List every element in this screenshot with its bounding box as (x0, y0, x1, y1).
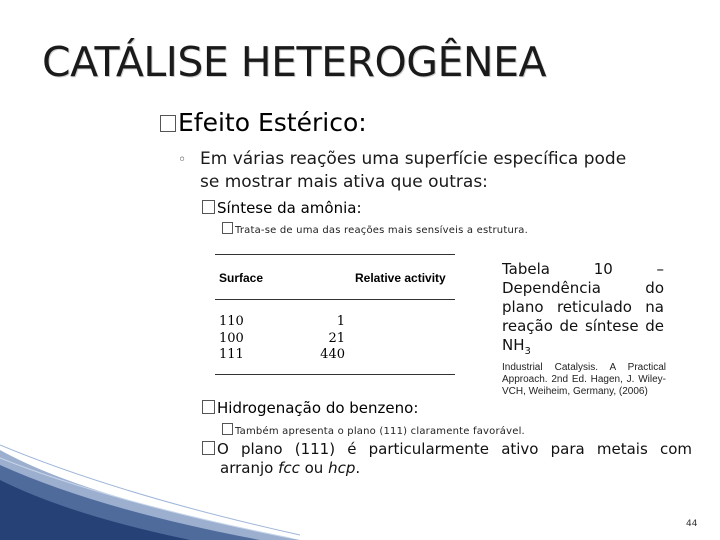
checkbox-bullet-icon (202, 200, 215, 214)
sub-detail-benzene-text: Também apresenta o plano (111) claramente favorável. (235, 426, 525, 437)
table-cell-activity: 21 (328, 331, 345, 346)
checkbox-bullet-icon (160, 115, 176, 132)
sub-detail-ammonia (222, 222, 528, 236)
table-cell-surface: 111 (219, 347, 244, 362)
table-cell-surface: 100 (219, 331, 244, 346)
sub-item-ammonia-text: Síntese da amônia: (217, 199, 362, 217)
conclusion (202, 440, 692, 478)
table-caption (502, 260, 664, 361)
main-point-text-1: Em várias reações uma superfície específica pode (200, 149, 627, 169)
activity-table (215, 254, 455, 378)
sub-detail-ammonia-text: Trata-se de uma das reações mais sensíveis a estrutura. (235, 225, 529, 236)
checkbox-bullet-icon (222, 423, 233, 435)
conclusion-fcc: fcc (278, 459, 300, 477)
table-row (215, 347, 455, 360)
circle-bullet-icon: ◦ (178, 152, 187, 168)
main-point-line-2: se mostrar mais ativa que outras: (200, 172, 488, 192)
conclusion-line-2 (202, 459, 692, 478)
table-cell-activity: 440 (320, 347, 345, 362)
table-row (215, 331, 455, 344)
page-number: 44 (686, 519, 698, 529)
sub-item-benzene (202, 399, 418, 417)
table-header-surface: Surface (219, 271, 264, 285)
table-rule-top (215, 254, 455, 255)
conclusion-hcp: hcp (328, 459, 356, 477)
main-point (178, 148, 693, 193)
main-point-line-1 (178, 148, 693, 171)
table-cell-activity: 1 (336, 314, 345, 329)
conclusion-text-2a: arranjo (220, 459, 279, 477)
reference-citation: Industrial Catalysis. A Practical Approach. 2nd Ed. Hagen, J. Wiley-VCH, Weiheim, Germany, (2006) (502, 362, 666, 397)
checkbox-bullet-icon (202, 441, 215, 455)
table-row (215, 314, 455, 327)
conclusion-line-1 (202, 440, 692, 459)
checkbox-bullet-icon (222, 222, 233, 234)
conclusion-text-2c: . (355, 459, 361, 477)
sub-item-benzene-text: Hidrogenação do benzeno: (217, 399, 419, 417)
caption-line-4: reação de síntese de (502, 317, 664, 335)
sub-detail-benzene (222, 423, 525, 437)
table-rule-mid (215, 299, 455, 300)
sub-item-ammonia (202, 199, 362, 217)
table-cell-surface: 110 (219, 314, 244, 329)
checkbox-bullet-icon (202, 400, 215, 414)
caption-formula-subscript: 3 (524, 346, 531, 357)
caption-formula: NH (502, 336, 525, 354)
conclusion-text-1: O plano (111) é particularmente ativo para metais com (217, 440, 692, 458)
caption-line-2: Dependência do (502, 279, 664, 297)
table-header-activity: Relative activity (355, 271, 446, 285)
heading-item (160, 108, 367, 137)
table-rule-bottom (215, 374, 455, 375)
caption-line-5 (502, 336, 664, 361)
caption-line-3: plano reticulado na (502, 298, 664, 316)
heading-text: Efeito Estérico: (178, 108, 367, 137)
conclusion-text-2b: ou (299, 459, 329, 477)
caption-line-1: Tabela 10 – (502, 260, 664, 278)
slide-title: CATÁLISE HETEROGÊNEA (42, 38, 547, 86)
